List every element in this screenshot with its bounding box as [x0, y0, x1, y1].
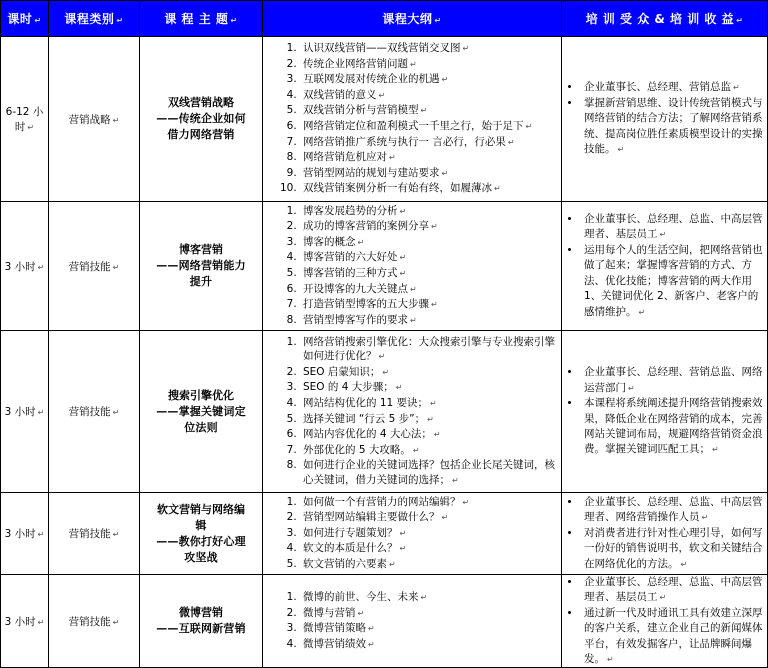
outline-item-text: SEO 的 4 大步骤；: [303, 381, 394, 394]
pilcrow-mark: ↵: [37, 617, 45, 627]
pilcrow-mark: ↵: [410, 315, 417, 325]
audience-item-text: 通过新一代及时通讯工具有效建立深厚的客户关系，建立企业自己的新闻媒体平台，有效发掘客户，让品牌瞬间爆发。: [584, 606, 763, 666]
outline-item: [300, 541, 558, 557]
pilcrow-mark: ↵: [112, 617, 120, 627]
outline-item: [300, 380, 558, 396]
outline-item: [300, 365, 558, 381]
course-category: 营销技能: [68, 615, 111, 628]
pilcrow-mark: ↵: [628, 383, 635, 393]
header-outline: 课程大纲 ↵: [263, 1, 562, 37]
pilcrow-mark: ↵: [638, 307, 646, 317]
pilcrow-mark: ↵: [357, 237, 365, 247]
outline-item-text: 互联网发展对传统企业的机遇: [303, 73, 440, 86]
outline-item-text: 网站结构优化的 11 要诀；: [303, 396, 429, 409]
header-topic: 课 程 主 题 ↵: [140, 1, 263, 37]
audience-item-text: 对消费者进行针对性心理引导，如何写一份好的销售说明书，软文和关键结合在网络优化的方法。: [584, 526, 763, 570]
outline-item-text: 博客营销的三种方式: [303, 267, 398, 279]
course-topic-line: ——互联网新营销: [156, 622, 246, 636]
course-time-cell: [1, 37, 49, 202]
course-topic-cell: [140, 493, 263, 575]
outline-item-text: 营销型博客写作的要求: [303, 313, 408, 326]
course-topic-line: ——掌握关键词定: [156, 404, 246, 418]
outline-item: [300, 135, 558, 151]
course-topic-cell: [140, 331, 263, 493]
outline-item: [300, 250, 558, 266]
pilcrow-mark: ↵: [389, 153, 396, 163]
outline-item: [300, 637, 558, 653]
outline-list: [266, 204, 558, 329]
audience-item: [581, 606, 764, 668]
course-topic-line: 博客营销: [179, 243, 223, 256]
outline-item: [300, 606, 558, 622]
outline-item: [300, 119, 558, 135]
pilcrow-mark: ↵: [441, 168, 449, 178]
course-topic-line: 位法则: [184, 420, 218, 434]
outline-item-text: 认识双线营销——双线营销交叉图: [303, 42, 461, 55]
outline-item: [300, 526, 558, 542]
course-outline-cell: [263, 202, 562, 331]
pilcrow-mark: ↵: [112, 262, 120, 272]
course-outline-cell: [263, 331, 562, 493]
header-time: 课时 ↵: [1, 1, 49, 37]
header-row: [1, 1, 768, 37]
outline-item-text: 选择关键词 “行云 5 步”；: [303, 412, 426, 425]
pilcrow-mark: ↵: [399, 206, 407, 216]
outline-item-text: 网站内容优化的 4 大心法；: [303, 428, 432, 441]
course-time: 3 小时: [4, 406, 36, 418]
outline-item: [300, 282, 558, 298]
pilcrow-mark: ↵: [712, 445, 719, 455]
course-category: 营销技能: [68, 406, 111, 418]
outline-item: [300, 313, 558, 329]
course-category: 营销技能: [68, 528, 111, 540]
course-time: 3 小时: [4, 260, 36, 273]
course-category-cell: [49, 493, 140, 575]
pilcrow-mark: ↵: [37, 530, 45, 539]
outline-item-text: 博客营销的六大好处: [303, 251, 398, 264]
outline-item-text: 网络营销搜索引擎优化：大众搜索引擎与专业搜索引擎如何进行优化？: [303, 335, 555, 363]
pilcrow-mark: ↵: [395, 383, 403, 393]
course-body: [1, 37, 768, 668]
course-category: 营销技能: [68, 260, 111, 273]
course-topic-line: 攻坚战: [184, 550, 218, 564]
header-category: 课程类别 ↵: [49, 1, 140, 37]
pilcrow-mark: ↵: [433, 430, 441, 440]
outline-item-text: 微博营销绩效: [303, 637, 366, 650]
outline-item: [300, 41, 558, 57]
course-topic-cell: [140, 575, 263, 668]
pilcrow-mark: ↵: [382, 367, 390, 377]
outline-item: [300, 103, 558, 119]
outline-item: [300, 88, 558, 104]
audience-list: [565, 495, 764, 572]
course-outline-cell: [263, 37, 562, 202]
pilcrow-mark: ↵: [607, 655, 614, 665]
pilcrow-mark: ↵: [507, 137, 515, 147]
outline-item-text: 传统企业网络营销问题: [303, 57, 408, 70]
course-row: [1, 202, 768, 331]
outline-item-text: 软文的本质是什么？: [303, 542, 398, 555]
course-audience-cell: [562, 202, 768, 331]
audience-item: [581, 365, 764, 396]
pilcrow-mark: ↵: [701, 513, 709, 523]
outline-item-text: 微博与营销: [303, 606, 356, 619]
audience-item: [581, 96, 764, 158]
outline-item: [300, 495, 558, 511]
course-time-cell: [1, 493, 49, 575]
outline-item-text: 双线营销的意义: [303, 88, 377, 101]
pilcrow-mark: ↵: [617, 145, 625, 155]
course-row: [1, 493, 768, 575]
pilcrow-mark: ↵: [659, 593, 667, 603]
outline-item-text: 双线营销分析与营销模型: [303, 104, 419, 117]
course-topic-line: 借力网络营销: [167, 128, 235, 141]
course-time-cell: [1, 202, 49, 331]
outline-item-text: 博客的概念: [303, 235, 356, 248]
pilcrow-mark: ↵: [452, 475, 459, 485]
outline-item-text: 网络营销危机应对: [303, 151, 387, 164]
pilcrow-mark: ↵: [659, 230, 667, 240]
pilcrow-mark: ↵: [431, 300, 438, 310]
pilcrow-mark: ↵: [431, 222, 438, 232]
course-audience-cell: [562, 493, 768, 575]
outline-item: [300, 235, 558, 251]
outline-item-text: 网络营销推广系统与执行一 言必行，行必果: [303, 135, 506, 148]
audience-item-text: 企业董事长、总经理、营销总监、网络运营部门: [584, 366, 763, 394]
course-time: 6-12 小时: [5, 106, 44, 133]
audience-list: [565, 212, 764, 320]
audience-item-text: 本课程将系统阐述提升网络营销搜索效果，降低企业在网络营销的成本，完善网站关键词布局，规避网络营销资金浪费。掌握关键词匹配工具；: [584, 397, 763, 456]
course-audience-cell: [562, 37, 768, 202]
course-topic-line: 提升: [189, 275, 213, 288]
header-audience: 培 训 受 众 & 培 训 收 益 ↵: [562, 1, 768, 37]
outline-item: [300, 335, 558, 365]
audience-item-text: 掌握新营销思维、设计传统营销模式与网络营销的结合方法；了解网络营销系统、提高岗位胜任素质模型设计的实操技能。: [584, 96, 763, 156]
pilcrow-mark: ↵: [441, 75, 449, 85]
course-time-cell: [1, 575, 49, 668]
outline-item: [300, 297, 558, 313]
course-time-cell: [1, 331, 49, 493]
audience-item-text: 运用每个人的生活空间，把网络营销也做了起来；掌握博客营销的方式、方法、优化技能；博客营销的两大作用 1、关键词优化 2、新客户、老客户的感情维护。: [584, 243, 763, 318]
outline-item-text: 微博营销策略: [303, 622, 366, 635]
outline-item-text: 打造营销型博客的五大步骤: [303, 298, 429, 311]
outline-item: [300, 427, 558, 443]
outline-item: [300, 557, 558, 573]
course-topic-line: 软文营销与网络编: [157, 502, 245, 516]
outline-item: [300, 150, 558, 166]
outline-list: [266, 590, 558, 652]
course-row: [1, 37, 768, 202]
outline-item-text: SEO 启蒙知识；: [303, 365, 381, 378]
course-topic-line: ——传统企业如何: [156, 112, 246, 125]
course-row: [1, 575, 768, 668]
course-category-cell: [49, 202, 140, 331]
pilcrow-mark: ↵: [680, 559, 688, 569]
outline-item-text: 成功的博客营销的案例分享: [303, 220, 429, 233]
course-outline-cell: [263, 493, 562, 575]
outline-item-text: 如何做一个有营销力的网站编辑？: [303, 495, 461, 508]
course-topic-cell: [140, 202, 263, 331]
outline-item-text: 微博的前世、今生、未来: [303, 591, 419, 604]
outline-list: [266, 335, 558, 489]
pilcrow-mark: ↵: [368, 624, 375, 634]
pilcrow-mark: ↵: [462, 497, 470, 507]
course-category-cell: [49, 331, 140, 493]
outline-item: [300, 621, 558, 637]
audience-item-text: 企业董事长、总经理、总监、中高层管理者、基层员工: [584, 576, 763, 604]
pilcrow-mark: ↵: [112, 530, 120, 539]
pilcrow-mark: ↵: [399, 253, 407, 263]
audience-item: [581, 80, 764, 95]
outline-item: [300, 181, 558, 197]
pilcrow-mark: ↵: [412, 445, 420, 455]
audience-item: [581, 575, 764, 606]
pilcrow-mark: ↵: [112, 408, 120, 417]
pilcrow-mark: ↵: [427, 414, 434, 424]
pilcrow-mark: ↵: [399, 544, 407, 554]
audience-item-text: 企业董事长、总经理、营销总监: [584, 81, 731, 94]
pilcrow-mark: ↵: [525, 122, 533, 131]
audience-list: [565, 80, 764, 157]
course-topic-line: ——网络营销能力: [156, 259, 246, 272]
outline-item-text: 如何进行专题策划？: [303, 526, 398, 539]
outline-item: [300, 219, 558, 235]
outline-list: [266, 495, 558, 573]
course-audience-cell: [562, 575, 768, 668]
audience-list: [565, 365, 764, 457]
course-audience-cell: [562, 331, 768, 493]
outline-item: [300, 266, 558, 282]
pilcrow-mark: ↵: [112, 115, 120, 125]
pilcrow-mark: ↵: [733, 83, 740, 93]
course-time: 3 小时: [4, 615, 36, 628]
pilcrow-mark: ↵: [27, 123, 35, 132]
pilcrow-mark: ↵: [399, 528, 407, 538]
outline-item: [300, 443, 558, 459]
pilcrow-mark: ↵: [420, 106, 428, 116]
audience-item: [581, 495, 764, 526]
outline-item: [300, 590, 558, 606]
outline-item-text: 开设博客的九大关键点: [303, 282, 408, 295]
pilcrow-mark: ↵: [37, 408, 45, 417]
pilcrow-mark: ↵: [368, 639, 375, 649]
outline-item-text: 网络营销定位和盈利模式一千里之行，始于足下: [303, 120, 524, 132]
outline-item-text: 博客发展趋势的分析: [303, 204, 398, 217]
outline-item-text: 外部优化的 5 大攻略。: [303, 443, 411, 456]
pilcrow-mark: ↵: [462, 44, 470, 54]
pilcrow-mark: ↵: [399, 269, 407, 278]
outline-item: [300, 412, 558, 428]
outline-list: [266, 41, 558, 197]
pilcrow-mark: ↵: [494, 184, 501, 194]
course-topic-line: 搜索引擎优化: [168, 388, 234, 402]
outline-item: [300, 458, 558, 488]
outline-item-text: 双线营销案例分析一有始有终，如履薄冰: [303, 182, 492, 195]
outline-item-text: 如何进行企业的关键词选择？包括企业长尾关键词，核心关键词，借力关键词的选择；: [303, 459, 555, 486]
course-topic-line: 微博营销: [179, 606, 223, 620]
outline-item: [300, 72, 558, 88]
pilcrow-mark: ↵: [430, 398, 437, 408]
outline-item: [300, 510, 558, 526]
pilcrow-mark: ↵: [410, 59, 417, 69]
audience-item: [581, 243, 764, 320]
course-category: 营销战略: [68, 113, 111, 126]
course-time: 3 小时: [4, 528, 36, 540]
pilcrow-mark: ↵: [441, 513, 449, 523]
outline-item: [300, 166, 558, 182]
course-topic-line: 辑: [195, 518, 207, 532]
audience-item: [581, 396, 764, 458]
course-topic-cell: [140, 37, 263, 202]
pilcrow-mark: ↵: [37, 262, 45, 272]
audience-item: [581, 212, 764, 243]
outline-item-text: 营销型网站的规划与建站要求: [303, 166, 440, 179]
course-topic-line: ——教你打好心理: [156, 534, 246, 548]
audience-item-text: 企业董事长、总经理、总监、中高层管理者、基层员工: [584, 213, 763, 241]
pilcrow-mark: ↵: [420, 593, 428, 603]
course-category-cell: [49, 575, 140, 668]
pilcrow-mark: ↵: [389, 559, 396, 569]
pilcrow-mark: ↵: [357, 608, 365, 618]
outline-item: [300, 57, 558, 73]
pilcrow-mark: ↵: [378, 90, 386, 100]
audience-item: [581, 526, 764, 572]
outline-item: [300, 204, 558, 220]
outline-item-text: 软文营销的六要素: [303, 557, 387, 570]
course-row: [1, 331, 768, 493]
pilcrow-mark: ↵: [410, 284, 417, 294]
outline-item: [300, 396, 558, 412]
outline-item-text: 营销型网站编辑主要做什么？: [303, 511, 440, 524]
course-topic-line: 双线营销战略: [168, 96, 234, 109]
course-outline-cell: [263, 575, 562, 668]
audience-list: [565, 575, 764, 667]
audience-item-text: 企业董事长、总经理、总监、中高层管理者、网络营销操作人员: [584, 495, 763, 524]
course-category-cell: [49, 37, 140, 202]
pilcrow-mark: ↵: [378, 352, 386, 362]
